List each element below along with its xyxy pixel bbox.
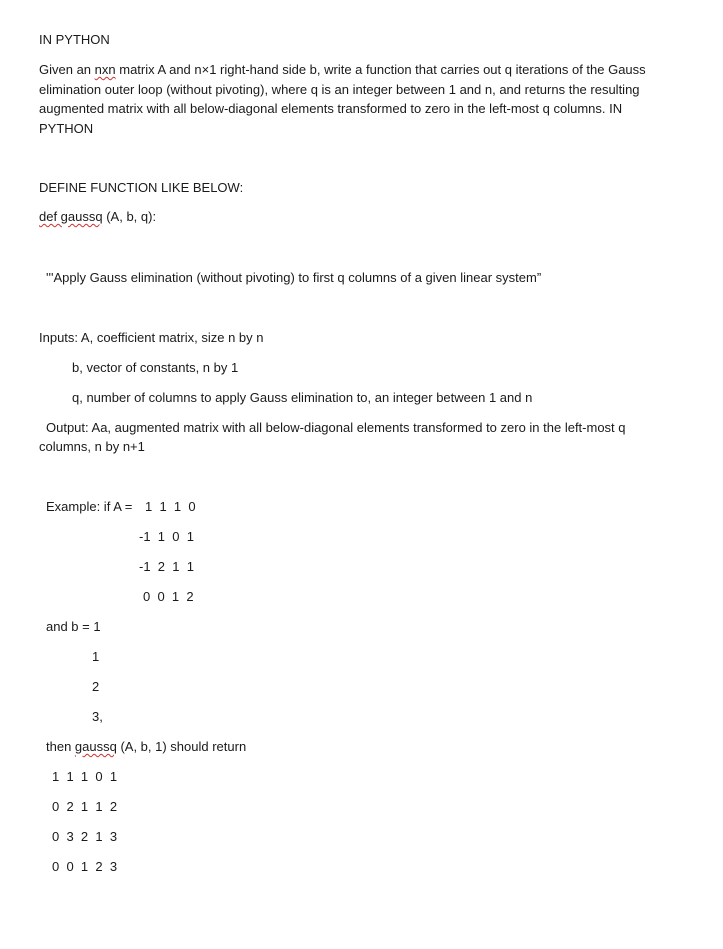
vector-b-entry: 1 [92, 649, 100, 664]
function-args: (A, b, q): [102, 209, 157, 224]
matrix-a-row: 0 0 1 2 [143, 589, 194, 604]
vector-b-entry: 3, [92, 709, 103, 724]
heading: IN PYTHON [39, 32, 110, 47]
result-row: 0 3 2 1 3 [52, 829, 118, 844]
result-row: 0 0 1 2 3 [52, 859, 118, 874]
output-line-1: Output: Aa, augmented matrix with all below-diagonal elements transformed to zero in the left-most q [46, 420, 626, 435]
result-row: 0 2 1 1 2 [52, 799, 118, 814]
vector-b-label: and b = 1 [46, 619, 101, 634]
then-suffix: (A, b, 1) should return [116, 739, 247, 754]
output-line-2: columns, n by n+1 [39, 439, 145, 454]
define-label: DEFINE FUNCTION LIKE BELOW: [39, 180, 244, 195]
matrix-a-row: -1 2 1 1 [139, 559, 194, 574]
then-call-line [46, 739, 246, 755]
description-nxn: nxn [94, 62, 116, 77]
description-suffix: matrix A and n×1 right-hand side b, write a function that carries out q iterations of the Gauss elimination outer loop (without pivoting), where q is an integer between 1 and n, and returns the resulting augmented matrix with all below-diagonal elements transformed to zero in the left-most q columns. IN PYTHON [39, 62, 646, 136]
inputs-b: b, vector of constants, n by 1 [72, 360, 239, 375]
then-call-name: gaussq [74, 739, 117, 754]
problem-description [39, 60, 669, 138]
vector-b-entry: 2 [92, 679, 100, 694]
matrix-a-row: 1 1 1 0 [145, 499, 196, 514]
function-name: def gaussq [39, 209, 103, 224]
inputs-q: q, number of columns to apply Gauss elimination to, an integer between 1 and n [72, 390, 533, 405]
description-prefix: Given an [39, 62, 95, 77]
matrix-a-row: -1 1 0 1 [139, 529, 194, 544]
inputs-a: Inputs: A, coefficient matrix, size n by n [39, 330, 264, 345]
then-prefix: then [46, 739, 75, 754]
docstring: '''Apply Gauss elimination (without pivoting) to first q columns of a given linear system” [46, 270, 542, 285]
function-signature [39, 209, 156, 225]
example-label: Example: if A = [46, 499, 133, 514]
result-row: 1 1 1 0 1 [52, 769, 118, 784]
